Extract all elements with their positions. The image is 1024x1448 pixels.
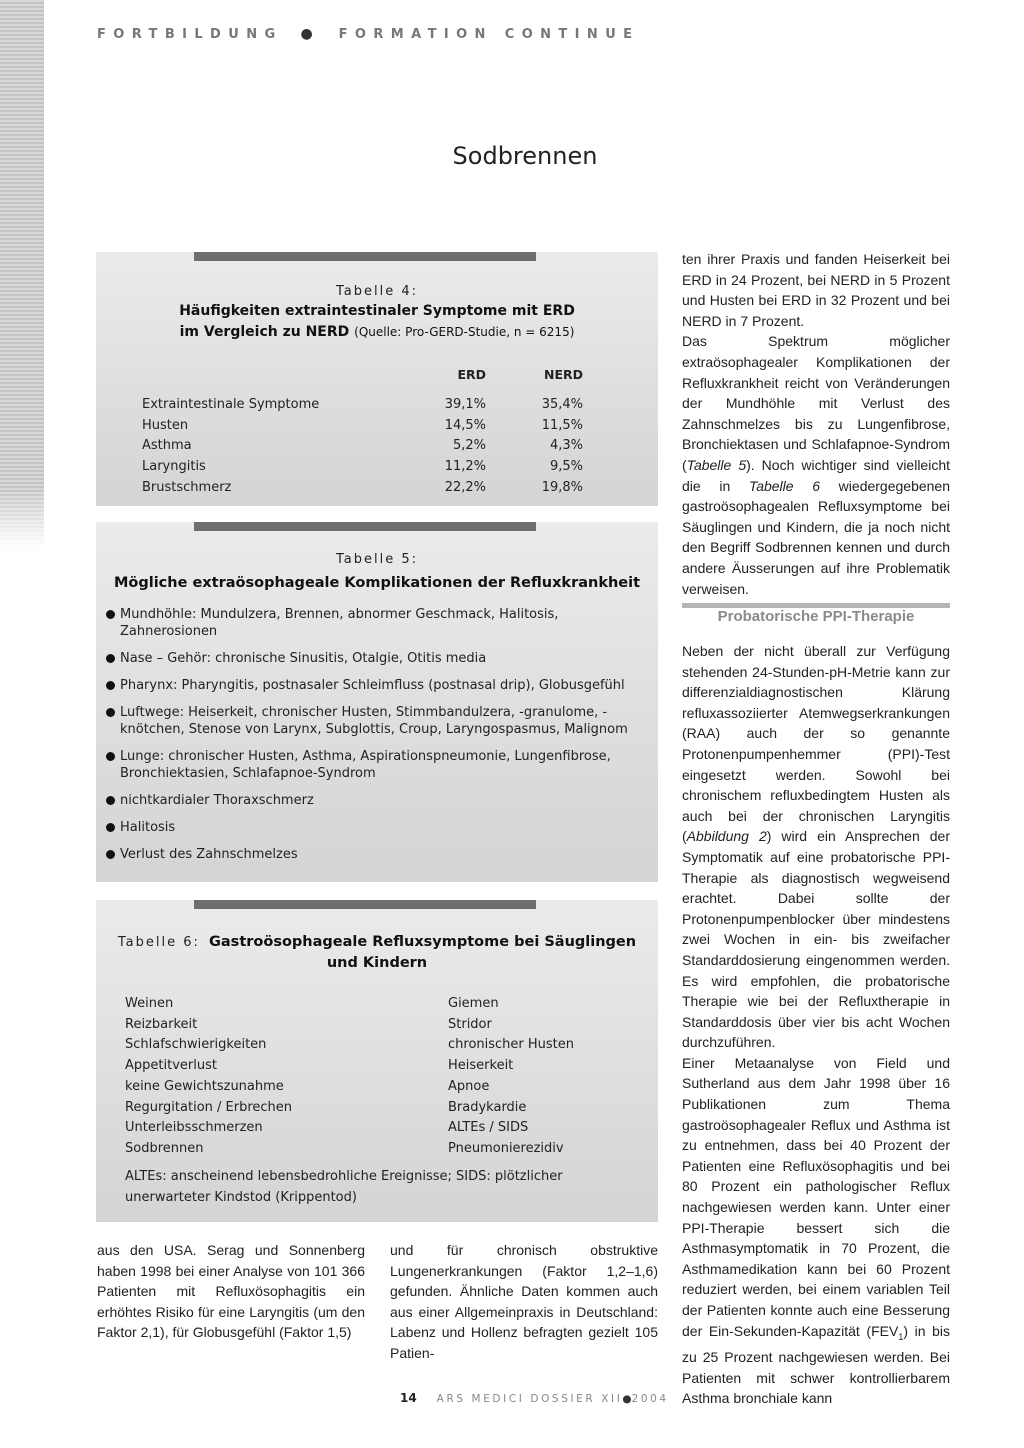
list-item: keine Gewichtszunahme <box>125 1078 284 1094</box>
table4-title <box>96 301 658 343</box>
list-item: Halitosis <box>96 819 644 836</box>
list-item: Heiserkeit <box>448 1058 514 1074</box>
table4-row-nerd: 4,3% <box>549 438 583 454</box>
table-row <box>142 394 583 415</box>
page-number: 14 <box>400 1391 417 1405</box>
table6-box <box>96 900 658 1222</box>
table6-title-line1: Gastroösophageale Refluxsymptome bei Säuglingen <box>209 934 637 950</box>
body-column-1 <box>97 1240 365 1343</box>
table-reference: Tabelle 5 <box>686 456 747 473</box>
section-header <box>97 26 639 42</box>
table4-row-label: Asthma <box>142 438 192 454</box>
table6-right-col <box>448 994 574 1160</box>
table6-grid <box>96 994 658 1160</box>
table4-row-nerd: 35,4% <box>541 396 583 412</box>
list-item: Unterleibsschmerzen <box>125 1120 263 1136</box>
subscript: 1 <box>898 1331 904 1342</box>
table4-box <box>96 252 658 506</box>
table4-row-nerd: 11,5% <box>541 417 583 433</box>
table4-header-row <box>142 367 583 394</box>
list-item: Mundhöhle: Mundulzera, Brennen, abnormer Geschmack, Halitosis, Zahnerosionen <box>96 606 644 640</box>
list-item: Regurgitation / Erbrechen <box>125 1099 293 1115</box>
table6-footnote: ALTEs: anscheinend lebensbedrohliche Ereignisse; SIDS: plötzlicher unerwarteter Kindstod (Krippentod) <box>125 1169 563 1205</box>
body-column-2 <box>390 1240 658 1364</box>
table4-row-erd: 14,5% <box>444 417 486 433</box>
table4-title-line2 <box>96 322 658 343</box>
body-paragraph <box>682 1053 950 1409</box>
list-item: Schlafschwierigkeiten <box>125 1037 267 1053</box>
body-paragraph <box>682 331 950 599</box>
side-decoration-bar <box>0 0 44 548</box>
table4-data <box>142 367 583 497</box>
page-footer <box>400 1391 669 1405</box>
list-item: Weinen <box>125 996 174 1011</box>
list-item: Giemen <box>448 996 499 1011</box>
body-paragraph <box>682 641 950 1053</box>
list-item: Pharynx: Pharyngitis, postnasaler Schleimfluss (postnasal drip), Globusgefühl <box>96 677 644 694</box>
list-item: Verlust des Zahnschmelzes <box>96 846 644 863</box>
table4-row-nerd: 19,8% <box>541 479 583 495</box>
table4-row-nerd: 9,5% <box>549 458 583 474</box>
table5-list <box>96 606 644 863</box>
table4-row-erd: 5,2% <box>452 438 486 454</box>
table-row <box>142 415 583 436</box>
table4-col-erd: ERD <box>457 367 486 382</box>
body-paragraph: aus den USA. Serag und Sonnenberg haben 1998 bei einer Analyse von 101 366 Patienten mit Refluxösophagitis ein erhöhtes Risiko für eine Laryngitis (um den Faktor 2,1), für Globusgefühl (Faktor 1,5) <box>97 1242 365 1341</box>
table5-caption: Tabelle 5: <box>335 552 418 567</box>
list-item: Pneumonierezidiv <box>448 1140 564 1156</box>
table6-left-col <box>125 994 292 1160</box>
body-paragraph: und für chronisch obstruktive Lungenerkrankungen (Faktor 1,2–1,6) gefunden. Ähnliche Daten kommen auch aus einer Allgemeinpraxis in Deutschland: Labenz und Hollenz befragten gezielt 105 Patien- <box>390 1242 658 1361</box>
list-item: nichtkardialer Thoraxschmerz <box>96 792 644 809</box>
table-row <box>142 477 583 498</box>
table4-caption: Tabelle 4: <box>335 284 418 299</box>
publication-year: 2004 <box>631 1393 669 1405</box>
table5-title: Mögliche extraösophageale Komplikationen der Refluxkrankheit <box>113 575 641 591</box>
body-text: ) in bis zu 25 Prozent nachgewiesen werden. Bei Patienten mit schwer kontrollierbarem Asthma bronchiale kann <box>682 1322 951 1407</box>
list-item: Apnoe <box>448 1078 490 1094</box>
body-column-3-bottom <box>682 641 950 1409</box>
footer-bullet: ● <box>622 1393 632 1405</box>
list-item: Luftwege: Heiserkeit, chronischer Husten, Stimmbandulzera, -granulome, -knötchen, Stenose von Larynx, Subglottis, Croup, Laryngospasmus, Malignom <box>96 704 644 738</box>
header-right: FORMATION CONTINUE <box>338 27 640 42</box>
body-column-3-top <box>682 249 950 599</box>
figure-reference: Abbildung 2 <box>686 828 767 845</box>
list-item: Sodbrennen <box>125 1140 204 1156</box>
header-bullet: ● <box>300 26 313 42</box>
body-text: Das Spektrum möglicher extraösophagealer Komplikationen der Refluxkrankheit reicht von Veränderungen der Mundhöhle mit Verlust des Zahnschmelzes bis zu Lungenfibrose, Bronchiektasen und Schlafapnoe-Syndrom ( <box>682 333 950 473</box>
table-reference: Tabelle 6 <box>748 477 821 494</box>
body-text: Neben der nicht überall zur Verfügung stehenden 24-Stunden-pH-Metrie kann zur differenzialdiagnostischen Klärung refluxassoziierter Atemwegserkrankungen (RAA) auch der so genannte Protonenpumpenhemmer (PPI)-Test eingesetzt werden. Sowohl bei chronischem refluxbedingtem Husten als auch bei der chronischen Laryngitis ( <box>682 643 950 845</box>
table6-bar <box>194 900 536 909</box>
table-row <box>142 435 583 456</box>
body-text: Einer Metaanalyse von Field und Sutherland aus dem Jahr 1998 über 16 Publikationen zum Thema gastroösophagealer Reflux und Asthma ist zu entnehmen, dass bei 40 Prozent der Patienten eine Refluxösophagitis und bei 80 Prozent ein pathologischer Reflux nachgewiesen werden kann. Unter einer PPI-Therapie bessert sich die Asthmasymptomatik in 70 Prozent, die Asthmamedikation kann bei 60 Prozent reduziert werden, bei einem variablen Teil der Patienten konnte auch eine Besserung der Ein-Sekunden-Kapazität (FEV <box>682 1054 950 1339</box>
table4-bar <box>194 252 536 261</box>
table4-source: (Quelle: Pro-GERD-Studie, n = 6215) <box>354 325 575 339</box>
table6-caption: Tabelle 6: <box>117 935 200 950</box>
page-title: Sodbrennen <box>452 142 598 170</box>
list-item: Bradykardie <box>448 1099 527 1115</box>
body-text: ). Noch wichtiger sind vielleicht die in <box>682 456 951 494</box>
table4-row-label: Extraintestinale Symptome <box>142 396 320 412</box>
table5-box <box>96 522 658 882</box>
table4-row-erd: 39,1% <box>444 396 486 412</box>
table4-title-line2-text: im Vergleich zu NERD <box>179 324 350 340</box>
list-item: Reizbarkeit <box>125 1016 198 1032</box>
body-paragraph: ten ihrer Praxis und fanden Heiserkeit bei ERD in 24 Prozent, bei NERD in 5 Prozent und Husten bei ERD in 32 Prozent und bei NERD in 7 Prozent. <box>682 251 950 329</box>
table-row <box>142 456 583 477</box>
list-item: Stridor <box>448 1016 492 1032</box>
table6-title <box>96 930 658 974</box>
list-item: chronischer Husten <box>448 1037 575 1053</box>
table4-col-nerd: NERD <box>543 367 583 382</box>
list-item: ALTEs / SIDS <box>448 1120 529 1136</box>
body-text: wiedergegebenen gastroösophagealen Refluxsymptome bei Säuglingen und Kindern, die ja noch nicht den Begriff Sodbrennen kennen und durch andere Äusserungen auf ihre Problematik verweisen. <box>682 477 950 597</box>
publication-name: ARS MEDICI DOSSIER XII <box>436 1393 623 1405</box>
table6-title-line2: und Kindern <box>326 955 428 971</box>
table4-row-label: Brustschmerz <box>142 479 232 495</box>
section-subheading: Probatorische PPI-Therapie <box>717 608 915 625</box>
table4-row-erd: 22,2% <box>444 479 486 495</box>
table4-row-erd: 11,2% <box>444 458 486 474</box>
table4-row-label: Husten <box>142 417 189 433</box>
table5-bar <box>194 522 536 531</box>
list-item: Nase – Gehör: chronische Sinusitis, Otalgie, Otitis media <box>96 650 644 667</box>
list-item: Lunge: chronischer Husten, Asthma, Aspirationspneumonie, Lungenfibrose, Bronchiektasien, Schlafapnoe-Syndrom <box>96 748 644 782</box>
table4-title-line1: Häufigkeiten extraintestinaler Symptome mit ERD <box>179 303 575 319</box>
header-left: FORTBILDUNG <box>97 27 283 42</box>
list-item: Appetitverlust <box>125 1058 217 1074</box>
body-text: ) wird ein Ansprechen der Symptomatik auf eine probatorische PPI-Therapie als diagnostisch wegweisend erachtet. Dabei sollte der Protonenpumpenblocker über mindestens zwei Wochen in ein- bis zweifacher Standarddosierung eingenommen werden. Es wird empfohlen, die probatorische Therapie wie bei der Refluxtherapie in Standarddosis über vier bis acht Wochen durchzuführen. <box>682 828 950 1051</box>
table4-row-label: Laryngitis <box>142 458 206 474</box>
